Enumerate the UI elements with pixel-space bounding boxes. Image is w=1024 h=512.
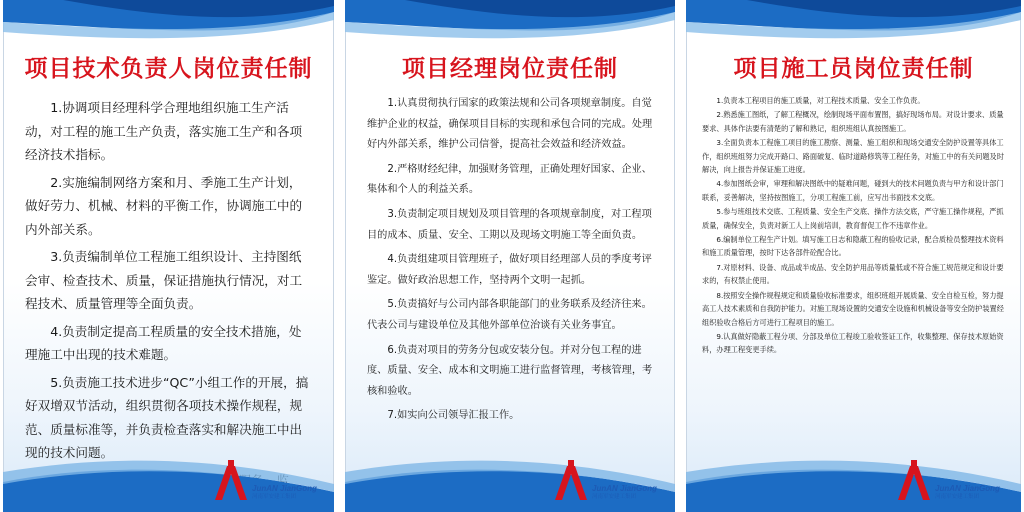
duty-item: 4.参加图纸会审，审理和解决图纸中的疑难问题，碰到大的技术问题负责与甲方和设计部门联系，妥善解决，坚持按图施工，分项工程施工前，应写出书面技术交底。 (702, 179, 1004, 202)
duty-list (702, 94, 1007, 358)
company-logo-icon (896, 460, 932, 500)
company-logo (896, 460, 1000, 500)
duty-item: 3.全面负责本工程施工项目的施工勘察、测量、施工组织和现场交通安全防护设置等具体工作，组织班组努力完成开路口、路面破复、临时道路修筑等工程任务，对施工中的有关问题及时解决，向上报告并保证施工进度。 (702, 138, 1004, 175)
duty-item: 5.参与班组技术交底、工程质量、安全生产交底、操作方法交底，严守施工操作规程，严抓质量，确保安全，负责对新工人上岗前培训，教育督促工作不违章作业。 (702, 207, 1004, 230)
duty-item: 2.实施编制网络方案和月、季施工生产计划，做好劳力、机械、材料的平衡工作，协调施工中的内外部关系。 (25, 174, 303, 237)
duty-item: 8.按照安全操作规程规定和质量验收标准要求，组织班组开展质量、安全自检互检，努力提高工人技术素质和自我防护能力。对施工现场设置的交通安全设施和机械设备等安全防护装置经组织验收合格后方可进行工程项目的施工。 (702, 290, 1004, 327)
duty-item: 4.负责制定提高工程质量的安全技术措施，处理施工中出现的技术难题。 (25, 323, 302, 362)
duty-item: 5.负责搞好与公司内部各职能部门的业务联系及经济往来。代表公司与建设单位及其他外部单位治谈有关业务事宜。 (367, 299, 652, 331)
duty-list (367, 94, 655, 431)
duty-item: 4.负责组建项目管理班子，做好项目经理部人员的季度考评鉴定。做好政治思想工作，坚持两个文明一起抓。 (367, 254, 652, 286)
duty-item: 6.负责对项目的劳务分包或安装分包。并对分包工程的进度、质量、安全、成本和文明施工进行监督管理，考核管理，考核和验收。 (367, 344, 653, 397)
duty-item: 7.对原材料、设备、成品或半成品、安全防护用品等质量低或不符合施工规范规定和设计要求的，有权禁止使用。 (702, 262, 1004, 286)
company-logo (553, 460, 657, 500)
logo-english: JunAN JianGong (592, 483, 657, 493)
logo-chinese: 河南军安建工集团 (935, 493, 980, 500)
duty-item: 2.严格财经纪律，加强财务管理，正确处理好国家、企业、集体和个人的利益关系。 (367, 163, 652, 196)
duty-item: 2.熟悉施工图纸，了解工程概况，绘制现场平面布置图，搞好现场布局。对设计要求、质量要求、具体作法要有清楚的了解和熟记，组织班组认真按图施工。 (702, 110, 1004, 133)
duty-item: 1.协调项目经理科学合理地组织施工生产活动，对工程的施工生产负责，落实施工生产和各项经济技术指标。 (25, 100, 303, 162)
board-site-constructor (686, 0, 1021, 512)
duty-item: 7.如实向公司领导汇报工作。 (387, 410, 520, 422)
duty-item: 1.负责本工程项目的施工质量，对工程技术质量、安全工作负责。 (716, 96, 925, 105)
board-tech-lead (3, 0, 334, 512)
logo-chinese: 河南军安建工集团 (592, 493, 637, 500)
board-title: 项目施工员岗位责任制 (733, 56, 974, 82)
duty-item: 3.负责编制单位工程施工组织设计、主持图纸会审、检查技术、质量，保证措施执行情况，对工程技术、质量管理等全面负责。 (25, 249, 303, 311)
duty-item: 1.认真贯彻执行国家的政策法规和公司各项规章制度。自觉维护企业的权益，确保项目目标的实现和承包合同的完成。处理好内外部关系，维护公司信誉，提高社会效益和经济效益。 (367, 98, 653, 151)
duty-item: 6.编制单位工程生产计划。填写施工日志和隐蔽工程的验收记录，配合质检员整理技术资料和施工质量管理，按时下达各部件砼配合比。 (702, 235, 1004, 258)
company-logo (213, 460, 317, 500)
board-title: 项目经理岗位责任制 (402, 56, 618, 82)
board-title: 项目技术负责人岗位责任制 (24, 56, 313, 82)
logo-english: JunAN JianGong (252, 483, 317, 493)
logo-english: JunAN JianGong (935, 483, 1000, 493)
duty-item: 9.认真做好隐蔽工程分项、分部及单位工程竣工验收签证工作，收集整理、保存技术原始资料，办理工程变更手续。 (702, 331, 1004, 355)
board-project-manager (345, 0, 675, 512)
company-logo-icon (553, 460, 589, 500)
duty-item: 3.负责制定项目规划及项目管理的各项规章制度，对工程项目的成本、质量、安全、工期以及现场文明施工等全面负责。 (367, 208, 652, 241)
duty-item: 5.负责施工技术进步“QC”小组工作的开展，搞好双增双节活动，组织贯彻各项技术操作规程，规范、质量标准等，并负责检查落实和解决施工中出现的技术问题。 (25, 374, 309, 460)
logo-chinese: 河南军安建工集团 (252, 493, 297, 500)
company-logo-icon (213, 460, 249, 500)
